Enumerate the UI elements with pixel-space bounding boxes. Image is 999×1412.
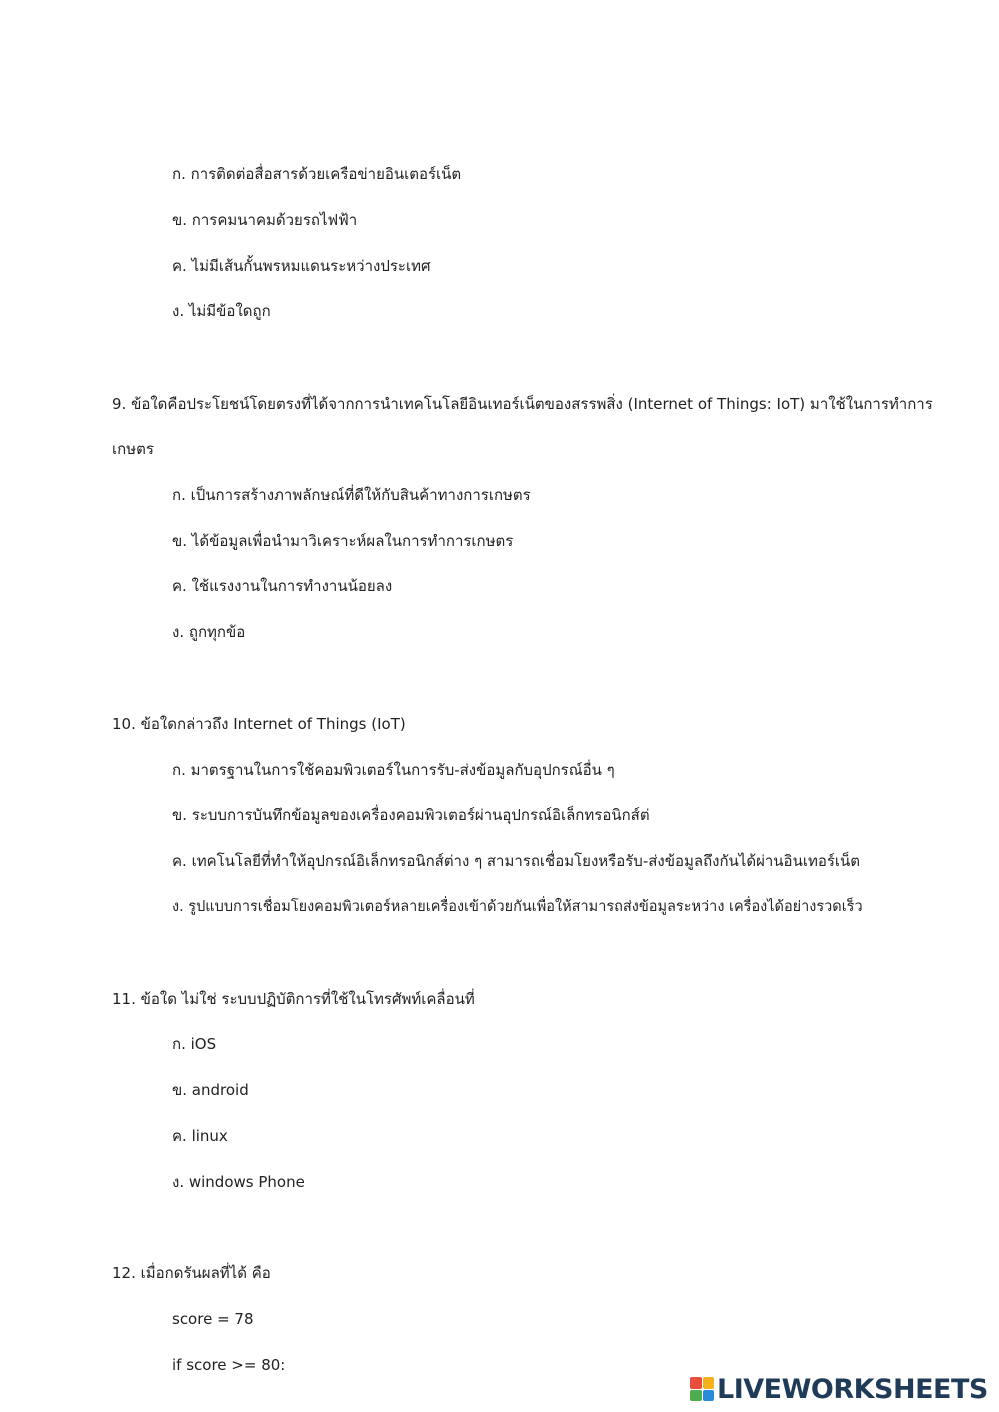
q12-question: 12. เมื่อกดรันผลที่ได้ คือ <box>112 1264 271 1282</box>
q11-option-b: ข. android <box>172 1081 249 1099</box>
q9-question-line1: 9. ข้อใดคือประโยชน์โดยตรงที่ได้จากการนำเทคโนโลยีอินเทอร์เน็ตของสรรพสิ่ง (Internet of Things: IoT) มาใช้ในการทำการ <box>112 395 933 413</box>
q11-question: 11. ข้อใด ไม่ใช่ ระบบปฏิบัติการที่ใช้ในโทรศัพท์เคลื่อนที่ <box>112 990 475 1008</box>
q10-option-a: ก. มาตรฐานในการใช้คอมพิวเตอร์ในการรับ-ส่งข้อมูลกับอุปกรณ์อื่น ๆ <box>172 761 615 779</box>
q9-option-c: ค. ใช้แรงงานในการทำงานน้อยลง <box>172 577 393 595</box>
liveworksheets-logo-icon <box>690 1377 714 1401</box>
q11-option-d: ง. windows Phone <box>172 1173 305 1191</box>
q8-option-d: ง. ไม่มีข้อใดถูก <box>172 302 271 320</box>
logo-square-red <box>690 1377 702 1389</box>
q12-code-line1: score = 78 <box>172 1310 254 1328</box>
logo-square-green <box>690 1390 702 1402</box>
q8-option-b: ข. การคมนาคมด้วยรถไฟฟ้า <box>172 211 358 229</box>
q10-option-d: ง. รูปแบบการเชื่อมโยงคอมพิวเตอร์หลายเครื่องเข้าด้วยกันเพื่อให้สามารถส่งข้อมูลระหว่าง เครื่องได้อย่างรวดเร็ว <box>172 899 863 915</box>
q8-option-a: ก. การติดต่อสื่อสารด้วยเครือข่ายอินเตอร์เน็ต <box>172 165 462 183</box>
q9-option-b: ข. ได้ข้อมูลเพื่อนำมาวิเคราะห์ผลในการทำการเกษตร <box>172 532 514 550</box>
liveworksheets-logo-text: LIVEWORKSHEETS <box>717 1373 988 1405</box>
q11-option-a: ก. iOS <box>172 1035 217 1053</box>
logo-square-yellow <box>703 1377 715 1389</box>
q10-option-c: ค. เทคโนโลยีที่ทำให้อุปกรณ์อิเล็กทรอนิกส์ต่าง ๆ สามารถเชื่อมโยงหรือรับ-ส่งข้อมูลถึงกันได้ผ่านอินเทอร์เน็ต <box>172 852 861 870</box>
q9-question-line2: เกษตร <box>112 440 154 458</box>
q10-option-b: ข. ระบบการบันทึกข้อมูลของเครื่องคอมพิวเตอร์ผ่านอุปกรณ์อิเล็กทรอนิกส์ต่ <box>172 806 650 824</box>
q9-option-a: ก. เป็นการสร้างภาพลักษณ์ที่ดีให้กับสินค้าทางการเกษตร <box>172 486 531 504</box>
liveworksheets-logo <box>690 1372 988 1406</box>
q12-code-line2: if score >= 80: <box>172 1356 286 1374</box>
q10-question: 10. ข้อใดกล่าวถึง Internet of Things (IoT) <box>112 715 406 733</box>
logo-square-blue <box>703 1390 715 1402</box>
q11-option-c: ค. linux <box>172 1127 228 1145</box>
q9-option-d: ง. ถูกทุกข้อ <box>172 623 246 641</box>
q8-option-c: ค. ไม่มีเส้นกั้นพรหมแดนระหว่างประเทศ <box>172 257 431 275</box>
